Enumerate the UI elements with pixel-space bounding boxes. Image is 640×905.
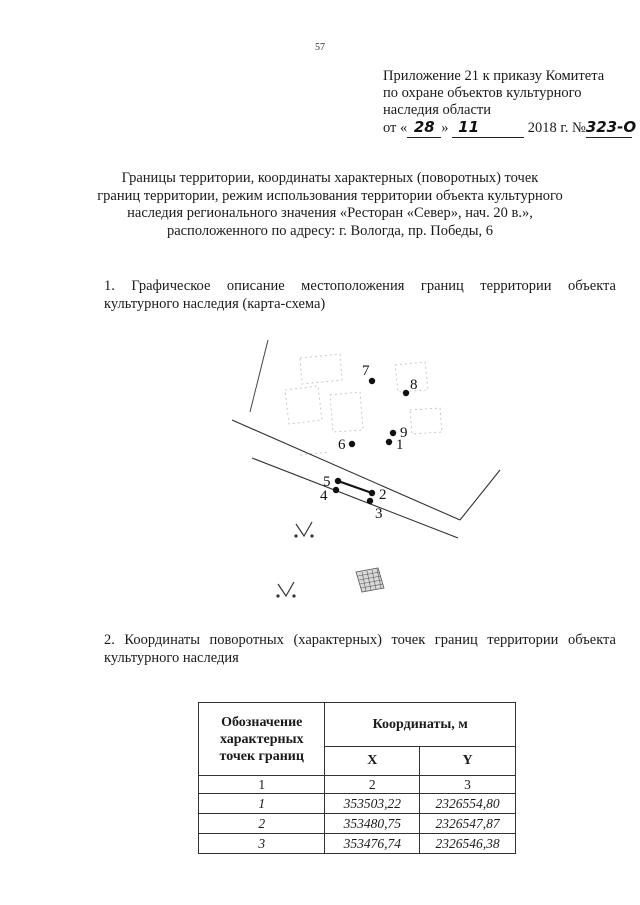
appendix-line: Приложение 21 к приказу Комитета [383, 68, 605, 84]
tree-symbol [295, 522, 313, 537]
column-number-row [199, 776, 516, 794]
appendix-line: по охране объектов культурного [383, 85, 582, 101]
point-label: 7 [362, 363, 370, 379]
header-line: Обозначение [221, 714, 303, 730]
header-line: характерных [219, 731, 304, 747]
point-label: 5 [323, 474, 331, 490]
cell-y: 2326554,80 [420, 794, 516, 814]
street-line [460, 470, 500, 520]
handwritten-month: 11 [452, 119, 524, 138]
point-1 [386, 437, 404, 453]
title-line: расположенного по адресу: г. Вологда, пр. Победы, 6 [166, 222, 494, 239]
point-label: 2 [379, 487, 387, 503]
point-label: 4 [320, 488, 328, 504]
cell-x: 353476,74 [325, 834, 420, 854]
header-x: X [325, 747, 420, 776]
title-line: Границы территории, координаты характерных (поворотных) точек [121, 170, 539, 186]
header-point-designation [199, 703, 325, 776]
street-line [252, 458, 458, 538]
street-line-left [250, 340, 268, 412]
column-number: 1 [199, 776, 325, 794]
hatched-building [356, 568, 384, 592]
date-prefix: от « [383, 120, 408, 136]
section-2-heading [104, 632, 616, 667]
appendix-header [383, 68, 637, 138]
header-line: точек границ [219, 748, 304, 764]
point-6 [338, 437, 355, 453]
street-line [232, 420, 460, 520]
section-1-heading [104, 278, 616, 313]
point-7 [362, 363, 375, 384]
section-line: 1. Графическое описание местоположения границ территории объекта [104, 278, 616, 294]
coordinates-table [198, 702, 516, 854]
cell-y: 2326547,87 [420, 814, 516, 834]
title-line: наследия регионального значения «Ресторан «Север», нач. 20 в.», [127, 205, 533, 221]
territory-map-scheme [0, 320, 640, 620]
point-label: 8 [410, 377, 418, 393]
point-label: 9 [400, 425, 408, 441]
section-line: 2. Координаты поворотных (характерных) точек границ территории объекта [104, 632, 616, 648]
column-number: 3 [420, 776, 516, 794]
page-number: 57 [315, 42, 325, 53]
cell-x: 353480,75 [325, 814, 420, 834]
cell-y: 2326546,38 [420, 834, 516, 854]
handwritten-number: 323-О [585, 118, 637, 136]
point-label: 6 [338, 437, 346, 453]
date-quote: » [441, 120, 449, 136]
table-row [199, 814, 516, 834]
column-number: 2 [325, 776, 420, 794]
point-label: 3 [375, 506, 383, 522]
cell-point: 2 [199, 814, 325, 834]
date-year: 2018 г. № [527, 120, 586, 136]
boundary-segment [338, 481, 372, 493]
table-header-row [199, 703, 516, 747]
table-row [199, 794, 516, 814]
header-y: Y [420, 747, 516, 776]
title-line: границ территории, режим использования территории объекта культурного [97, 187, 563, 204]
appendix-date-line [383, 118, 637, 138]
section-line: культурного наследия [104, 649, 239, 666]
appendix-line: наследия области [383, 102, 492, 118]
cell-point: 3 [199, 834, 325, 854]
point-label: 1 [396, 437, 404, 453]
document-title [70, 170, 590, 240]
point-8 [403, 377, 418, 396]
cell-point: 1 [199, 794, 325, 814]
handwritten-day: 28 [407, 119, 441, 138]
tree-symbol [277, 582, 295, 597]
header-coordinates: Координаты, м [325, 703, 516, 747]
cell-x: 353503,22 [325, 794, 420, 814]
section-line: культурного наследия (карта-схема) [104, 295, 326, 312]
table-row [199, 834, 516, 854]
